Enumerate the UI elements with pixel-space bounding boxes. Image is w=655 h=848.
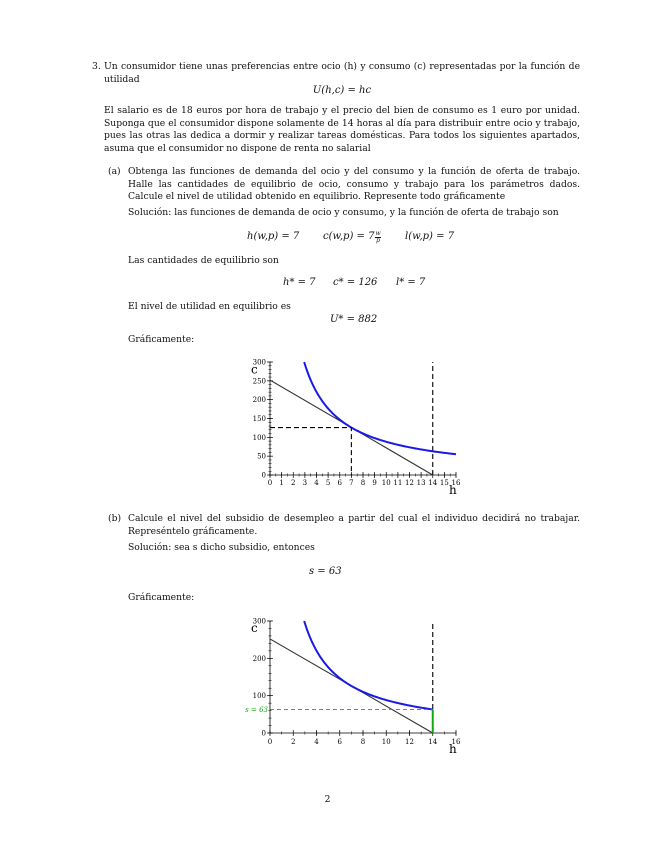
eq-c-demand [323, 231, 381, 244]
x-tick-label: 16 [451, 479, 461, 487]
x-tick-label: 0 [267, 738, 273, 746]
y-tick-label: 250 [252, 377, 266, 386]
c-star: c* = 126 [333, 277, 378, 288]
u-star: U* = 882 [330, 314, 378, 325]
equilibrium-intro: Las cantidades de equilibrio son [128, 255, 279, 266]
l-star: l* = 7 [396, 277, 426, 288]
part-b-question: Calcule el nivel del subsidio de desempleo a partir del cual el individuo decidirá no trabajar. Represéntelo gráficamente. [128, 513, 580, 537]
part-a-question: Obtenga las funciones de demanda del ocio y del consumo y la función de oferta de trabajo. Halle las cantidades de equilibrio de ocio, consumo y trabajo para los parámetros dados. Calcule el nivel de utilidad obtenido en equilibrio. Represente todo gráficamente [128, 166, 580, 203]
x-tick-label: 14 [428, 479, 438, 487]
y-tick-label: 100 [252, 433, 266, 442]
x-tick-label: 14 [428, 738, 438, 746]
graph-b-label: Gráficamente: [128, 592, 195, 603]
y-tick-label: 300 [252, 358, 266, 367]
part-b-solution-intro: Solución: sea s dicho subsidio, entonces [128, 542, 315, 553]
problem-number: 3. [92, 61, 101, 72]
h-star: h* = 7 [283, 277, 316, 288]
problem-intro: Un consumidor tiene unas preferencias entre ocio (h) y consumo (c) representadas por la función de utilidad [104, 61, 580, 85]
part-a-label: (a) [108, 166, 121, 177]
x-tick-label: 2 [291, 738, 296, 746]
eq-c-fraction-den: p [376, 237, 380, 244]
equilibrium-guides [270, 428, 351, 475]
y-tick-label: 50 [257, 452, 266, 461]
y-tick-label: 100 [252, 692, 266, 701]
s-value: s = 63 [309, 566, 342, 577]
page-number: 2 [324, 794, 331, 805]
y-tick-label: 200 [252, 396, 266, 405]
x-tick-label: 10 [381, 479, 391, 487]
x-tick-label: 4 [314, 738, 319, 746]
x-tick-label: 10 [381, 738, 391, 746]
chart-a [236, 354, 476, 500]
y-tick-label: 300 [252, 617, 266, 626]
x-axis-label: h [449, 742, 457, 756]
x-tick-label: 3 [302, 479, 308, 487]
utility-intro: El nivel de utilidad en equilibrio es [128, 301, 291, 312]
y-axis-label: c [251, 621, 258, 636]
eq-c-fraction [375, 231, 380, 244]
x-tick-label: 9 [372, 479, 377, 487]
eq-h-demand: h(w,p) = 7 [247, 231, 300, 242]
x-tick-label: 2 [291, 479, 296, 487]
x-tick-label: 0 [267, 479, 273, 487]
x-tick-label: 12 [405, 479, 414, 487]
x-tick-label: 7 [349, 479, 354, 487]
part-b-label: (b) [108, 513, 122, 524]
y-tick-label: 150 [252, 415, 266, 423]
x-tick-label: 13 [416, 479, 426, 487]
x-tick-label: 6 [337, 479, 342, 487]
x-tick-label: 8 [360, 738, 366, 746]
x-tick-label: 16 [451, 738, 461, 746]
x-tick-label: 1 [279, 479, 284, 487]
x-tick-label: 5 [325, 479, 331, 487]
x-tick-label: 8 [360, 479, 366, 487]
x-tick-label: 6 [337, 738, 342, 746]
eq-c-fraction-num: w [375, 230, 381, 237]
eq-l-supply: l(w,p) = 7 [405, 231, 455, 242]
y-tick-label: 0 [261, 471, 266, 480]
x-tick-label: 4 [314, 479, 319, 487]
x-tick-label: 15 [439, 479, 449, 487]
utility-function: U(h,c) = hc [312, 85, 372, 96]
part-a-solution-intro: Solución: las funciones de demanda de ocio y consumo, y la función de oferta de trabajo son [128, 207, 559, 218]
x-axis-label: h [449, 483, 457, 497]
y-tick-label: 0 [261, 729, 266, 738]
x-tick-label: 12 [405, 738, 414, 746]
subsidy-label: s = 63 [245, 705, 268, 714]
problem-statement: El salario es de 18 euros por hora de trabajo y el precio del bien de consumo es 1 euro por unidad. Suponga que el consumidor dispone solamente de 14 horas al día para distribuir entre ocio y trabajo, pues las otras las dedica a dormir y realizar tareas domésticas. Para todos los siguientes apartados, asuma que el consumidor no dispone de renta no salarial [104, 105, 580, 154]
eq-c-main: c(w,p) = 7 [323, 231, 375, 242]
graph-a-label: Gráficamente: [128, 334, 195, 345]
x-tick-label: 11 [393, 479, 403, 487]
chart-b [236, 612, 476, 762]
y-axis-label: c [251, 362, 258, 377]
y-tick-label: 200 [252, 654, 266, 663]
